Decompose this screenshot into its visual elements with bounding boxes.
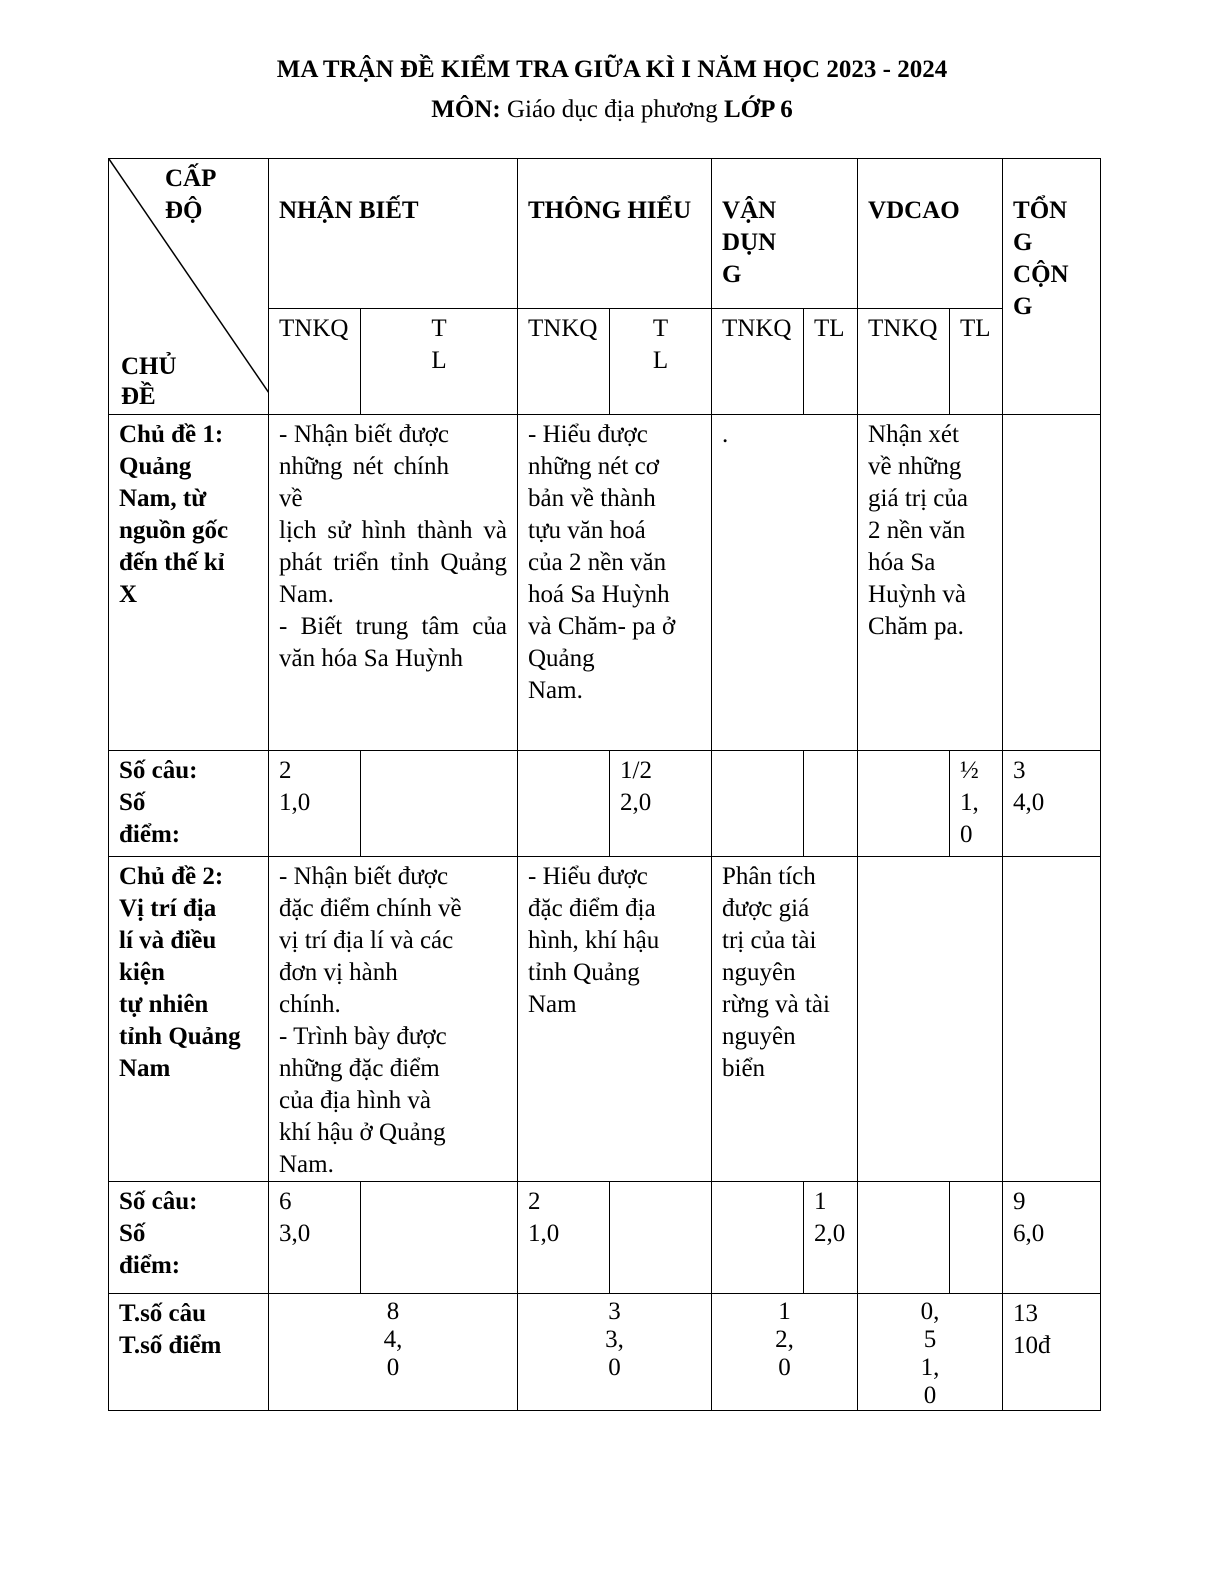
topic-1-nb-line-1: - Nhận biết được những nét chính về bbox=[279, 421, 449, 512]
corner-header-cell bbox=[109, 159, 269, 415]
topic-1-nhan-biet bbox=[269, 415, 518, 751]
topic-2-vdc-tnkq bbox=[858, 1182, 950, 1294]
topic-axis-label: CHỦ ĐỀ bbox=[121, 353, 177, 410]
topic-1-thong-hieu: - Hiểu được những nét cơ bản về thành tựu văn hoá của 2 nền văn hoá Sa Huỳnh và Chăm- pa ở Quảng Nam. bbox=[518, 415, 712, 751]
totals-vdcao: 0, 5 1, 0 bbox=[858, 1294, 1003, 1411]
totals-van-dung: 1 2, 0 bbox=[712, 1294, 858, 1411]
sub-tl-vdc: TL bbox=[950, 309, 1003, 415]
topic-1-nb-tl bbox=[361, 751, 518, 857]
sub-tl-nb: T L bbox=[361, 309, 518, 415]
sub-tnkq-th: TNKQ bbox=[518, 309, 610, 415]
topic-2-nhan-biet: - Nhận biết được đặc điểm chính về vị trí địa lí và các đơn vị hành chính. - Trình bày được những đặc điểm của địa hình và khí hậu ở Quảng Nam. bbox=[269, 857, 518, 1182]
grade-label: LỚP 6 bbox=[723, 96, 793, 123]
topic-1-nb-line-3: - Biết trung tâm của văn hóa Sa Huỳnh bbox=[279, 613, 507, 672]
page-title: MA TRẬN ĐỀ KIỂM TRA GIỮA KÌ I NĂM HỌC 2023 - 2024 bbox=[276, 56, 948, 83]
topic-1-name: Chủ đề 1: Quảng Nam, từ nguồn gốc đến thế kỉ X bbox=[109, 415, 269, 751]
topic-2-van-dung: Phân tích được giá trị của tài nguyên rừng và tài nguyên biển bbox=[712, 857, 858, 1182]
header-tong-cong: TỔN G CỘN G bbox=[1003, 159, 1101, 415]
totals-grand: 13 10đ bbox=[1003, 1294, 1101, 1411]
topic-1-th-tl: 1/2 2,0 bbox=[610, 751, 712, 857]
subject-line bbox=[0, 96, 1224, 124]
topic-2-th-tl bbox=[610, 1182, 712, 1294]
topic-2-name: Chủ đề 2: Vị trí địa lí và điều kiện tự nhiên tỉnh Quảng Nam bbox=[109, 857, 269, 1182]
header-thong-hieu: THÔNG HIỂU bbox=[518, 159, 712, 309]
header-van-dung: VẬN DỤN G bbox=[712, 159, 858, 309]
topic-1-vdc-tnkq bbox=[858, 751, 950, 857]
topic-1-nb-line-2: lịch sử hình thành và phát triển tỉnh Quảng Nam. bbox=[279, 517, 507, 608]
topic-2-total-count: 9 6,0 bbox=[1003, 1182, 1101, 1294]
topic-1-vdcao: Nhận xét về những giá trị của 2 nền văn hóa Sa Huỳnh và Chăm pa. bbox=[858, 415, 1003, 751]
topic-2-vd-tl: 1 2,0 bbox=[804, 1182, 858, 1294]
header-vdcao: VDCAO bbox=[858, 159, 1003, 309]
subject-name: Giáo dục địa phương bbox=[506, 96, 718, 123]
level-axis-label: CẤP ĐỘ bbox=[165, 165, 217, 224]
topic-1-vd-tl bbox=[804, 751, 858, 857]
topic-1-th-tnkq bbox=[518, 751, 610, 857]
sub-tnkq-nb: TNKQ bbox=[269, 309, 361, 415]
sub-tl-th: T L bbox=[610, 309, 712, 415]
topic-2-th-tnkq: 2 1,0 bbox=[518, 1182, 610, 1294]
sub-tnkq-vd: TNKQ bbox=[712, 309, 804, 415]
totals-label: T.số câu T.số điểm bbox=[109, 1294, 269, 1411]
topic-2-thong-hieu: - Hiểu được đặc điểm địa hình, khí hậu tỉnh Quảng Nam bbox=[518, 857, 712, 1182]
topic-1-nb-tnkq: 2 1,0 bbox=[269, 751, 361, 857]
topic-2-total bbox=[1003, 857, 1101, 1182]
topic-2-vdc-tl bbox=[950, 1182, 1003, 1294]
sub-tl-vd: TL bbox=[804, 309, 858, 415]
topic-2-nb-tnkq: 6 3,0 bbox=[269, 1182, 361, 1294]
topic-1-count-label: Số câu: Số điểm: bbox=[109, 751, 269, 857]
header-nhan-biet: NHẬN BIẾT bbox=[269, 159, 518, 309]
topic-2-vdcao bbox=[858, 857, 1003, 1182]
topic-2-count-label: Số câu: Số điểm: bbox=[109, 1182, 269, 1294]
totals-nhan-biet: 8 4, 0 bbox=[269, 1294, 518, 1411]
exam-matrix-table bbox=[108, 158, 1101, 1411]
subject-label: MÔN: bbox=[431, 96, 501, 123]
topic-2-vd-tnkq bbox=[712, 1182, 804, 1294]
totals-thong-hieu: 3 3, 0 bbox=[518, 1294, 712, 1411]
sub-tnkq-vdc: TNKQ bbox=[858, 309, 950, 415]
topic-1-vdc-tl: ½ 1, 0 bbox=[950, 751, 1003, 857]
topic-1-total bbox=[1003, 415, 1101, 751]
topic-1-vd-tnkq bbox=[712, 751, 804, 857]
topic-2-nb-tl bbox=[361, 1182, 518, 1294]
topic-1-van-dung: . bbox=[712, 415, 858, 751]
topic-1-total-count: 3 4,0 bbox=[1003, 751, 1101, 857]
